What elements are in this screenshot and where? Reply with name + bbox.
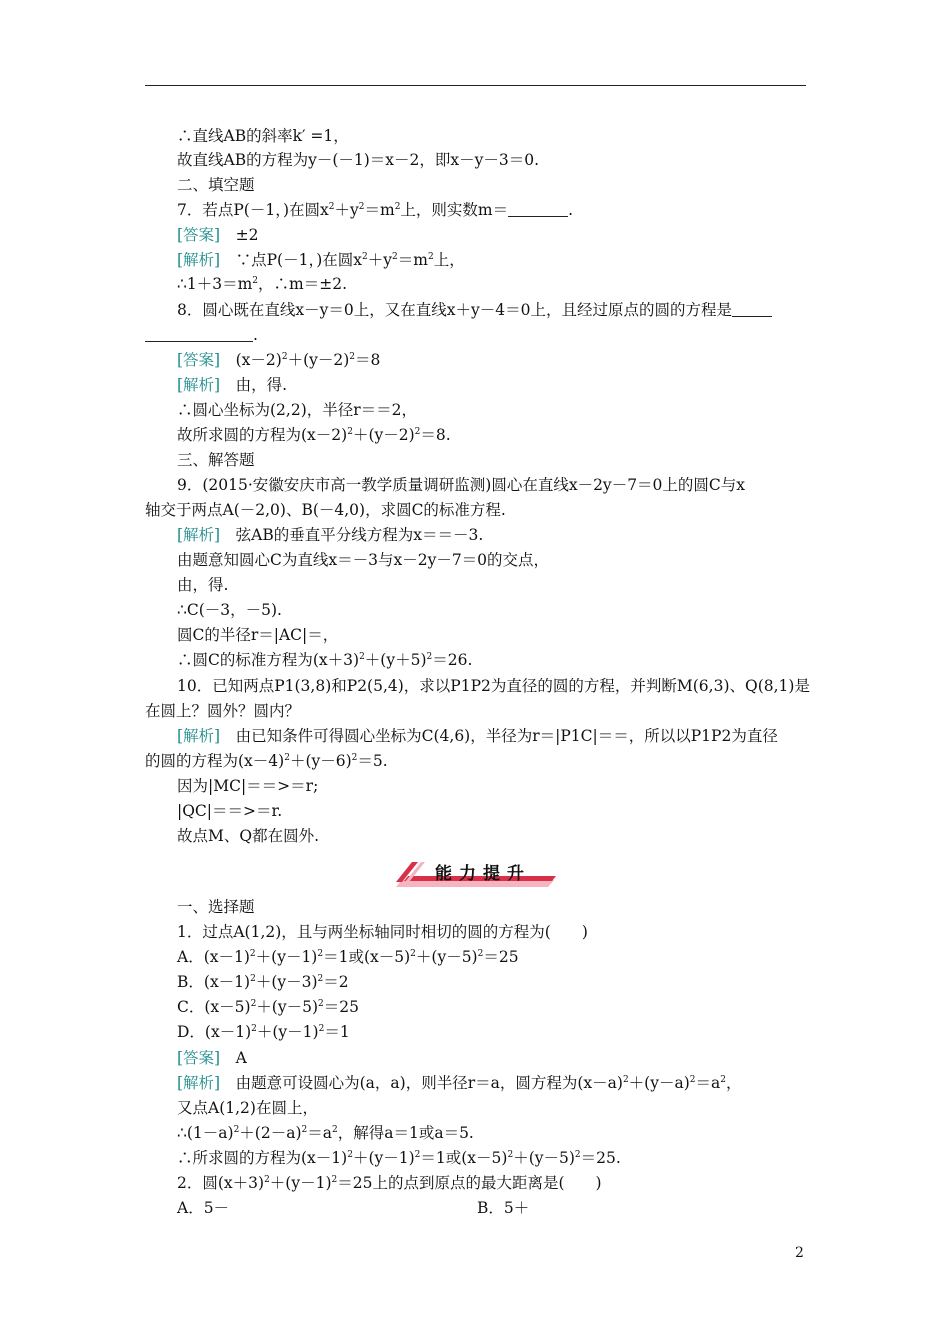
analysis-line: [解析] 由题意可设圆心为(a，a)，则半径r＝a，圆方程为$(x-a)^2+(y-a)^2=a^2$， bbox=[177, 1074, 742, 1092]
option-b: B．5＋ bbox=[477, 1199, 530, 1217]
text-line: 在圆上？圆外？圆内？ bbox=[145, 702, 301, 720]
text-line: ∴圆心坐标为(2,2)，半径r＝＝2， bbox=[177, 401, 418, 419]
answer-blank bbox=[732, 302, 772, 317]
question-1: 1．过点A(1,2)，且与两坐标轴同时相切的圆的方程为( ) bbox=[177, 923, 588, 941]
answer-line: [答案] $(x-2)^2+(y-2)^2=8$ bbox=[177, 351, 381, 369]
answer-line: [答案] A bbox=[177, 1049, 247, 1067]
answer-blank bbox=[145, 327, 253, 342]
question-2: 2．圆$(x+3)^2+(y-1)^2=25$上的点到原点的最大距离是( ) bbox=[177, 1174, 602, 1192]
section-heading: 一、选择题 bbox=[177, 898, 255, 916]
text-line: ∴C(－3，－5). bbox=[177, 601, 282, 619]
analysis-tag: [解析] bbox=[177, 251, 221, 269]
analysis-tag: [解析] bbox=[177, 1074, 221, 1092]
answer-blank bbox=[508, 202, 568, 217]
analysis-line: [解析] 弦AB的垂直平分线方程为x＝＝－3. bbox=[177, 526, 484, 544]
answer-tag: [答案] bbox=[177, 1049, 221, 1067]
section-heading: 二、填空题 bbox=[177, 176, 255, 194]
text-line: 圆C的半径r＝|AC|＝， bbox=[177, 626, 339, 644]
analysis-line: [解析] 由已知条件可得圆心坐标为C(4,6)，半径为r＝|P1C|＝＝，所以以P1P2为直径 bbox=[177, 727, 778, 745]
question-10: 10．已知两点P1(3,8)和P2(5,4)，求以P1P2为直径的圆的方程，并判断M(6,3)、Q(8,1)是 bbox=[177, 677, 810, 695]
text-line: 故所求圆的方程为$(x-2)^2+(y-2)^2=8$. bbox=[177, 426, 451, 444]
analysis-line: [解析] ∵点P(－1，)在圆$x^2+y^2=m^2$上， bbox=[177, 251, 465, 269]
text-line: $\therefore(1-a)^2+(2-a)^2=a^2$，解得a＝1或a＝5. bbox=[177, 1124, 474, 1142]
text-line: ∴直线AB的斜率k′ =1， bbox=[177, 127, 349, 145]
text-line: 故直线AB的方程为y－(－1)＝x－2，即x－y－3＝0. bbox=[177, 151, 540, 169]
analysis-line: [解析] 由，得. bbox=[177, 376, 288, 394]
text-line: ∴圆C的标准方程为$(x+3)^2+(y+5)^2=26$. bbox=[177, 651, 473, 669]
answer-tag: [答案] bbox=[177, 351, 221, 369]
analysis-tag: [解析] bbox=[177, 727, 221, 745]
answer-tag: [答案] bbox=[177, 226, 221, 244]
text-line: 由，得. bbox=[177, 576, 229, 594]
section-heading: 三、解答题 bbox=[177, 451, 255, 469]
option-d: D．$(x-1)^2+(y-1)^2=1$ bbox=[177, 1023, 350, 1041]
analysis-tag: [解析] bbox=[177, 376, 221, 394]
option-c: C．$(x-5)^2+(y-5)^2=25$ bbox=[177, 998, 359, 1016]
option-a: A．$(x-1)^2+(y-1)^2=1$或$(x-5)^2+(y-5)^2=25$ bbox=[177, 948, 519, 966]
text-line: |QC|＝＝>＝r. bbox=[177, 802, 283, 820]
text-line: 的圆的方程为$(x-4)^2+(y-6)^2=5$. bbox=[145, 752, 388, 770]
option-a: A．5－ bbox=[177, 1199, 230, 1217]
text-line: 又点A(1,2)在圆上， bbox=[177, 1099, 318, 1117]
header-rule bbox=[145, 85, 806, 86]
text-line: 轴交于两点A(－2,0)、B(－4,0)，求圆C的标准方程. bbox=[145, 501, 506, 519]
question-9: 9．(2015·安徽安庆市高一教学质量调研监测)圆心在直线x－2y－7＝0上的圆C与x bbox=[177, 476, 746, 494]
text-line: 故点M、Q都在圆外. bbox=[177, 827, 320, 845]
question-7: 7．若点P(－1，)在圆$x^2+y^2=m^2$上，则实数m＝ . bbox=[177, 201, 574, 219]
analysis-tag: [解析] bbox=[177, 526, 221, 544]
text-line: . bbox=[145, 325, 258, 345]
page-number: 2 bbox=[795, 1245, 804, 1261]
answer-line: [答案] ±2 bbox=[177, 226, 259, 244]
text-line: 由题意知圆心C为直线x＝－3与x－2y－7＝0的交点， bbox=[177, 551, 550, 569]
text-line: ∴所求圆的方程为$(x-1)^2+(y-1)^2=1$或$(x-5)^2+(y-5)^2=25$. bbox=[177, 1149, 621, 1167]
section-banner-title: 能力提升 bbox=[435, 864, 531, 884]
text-line: $\therefore 1+3=m^2$，∴m＝±2. bbox=[177, 275, 348, 293]
option-b: B．$(x-1)^2+(y-3)^2=2$ bbox=[177, 973, 349, 991]
text-line: 因为|MC|＝＝>＝r; bbox=[177, 777, 319, 795]
question-8: 8．圆心既在直线x－y＝0上，又在直线x＋y－4＝0上，且经过原点的圆的方程是 bbox=[177, 300, 772, 320]
